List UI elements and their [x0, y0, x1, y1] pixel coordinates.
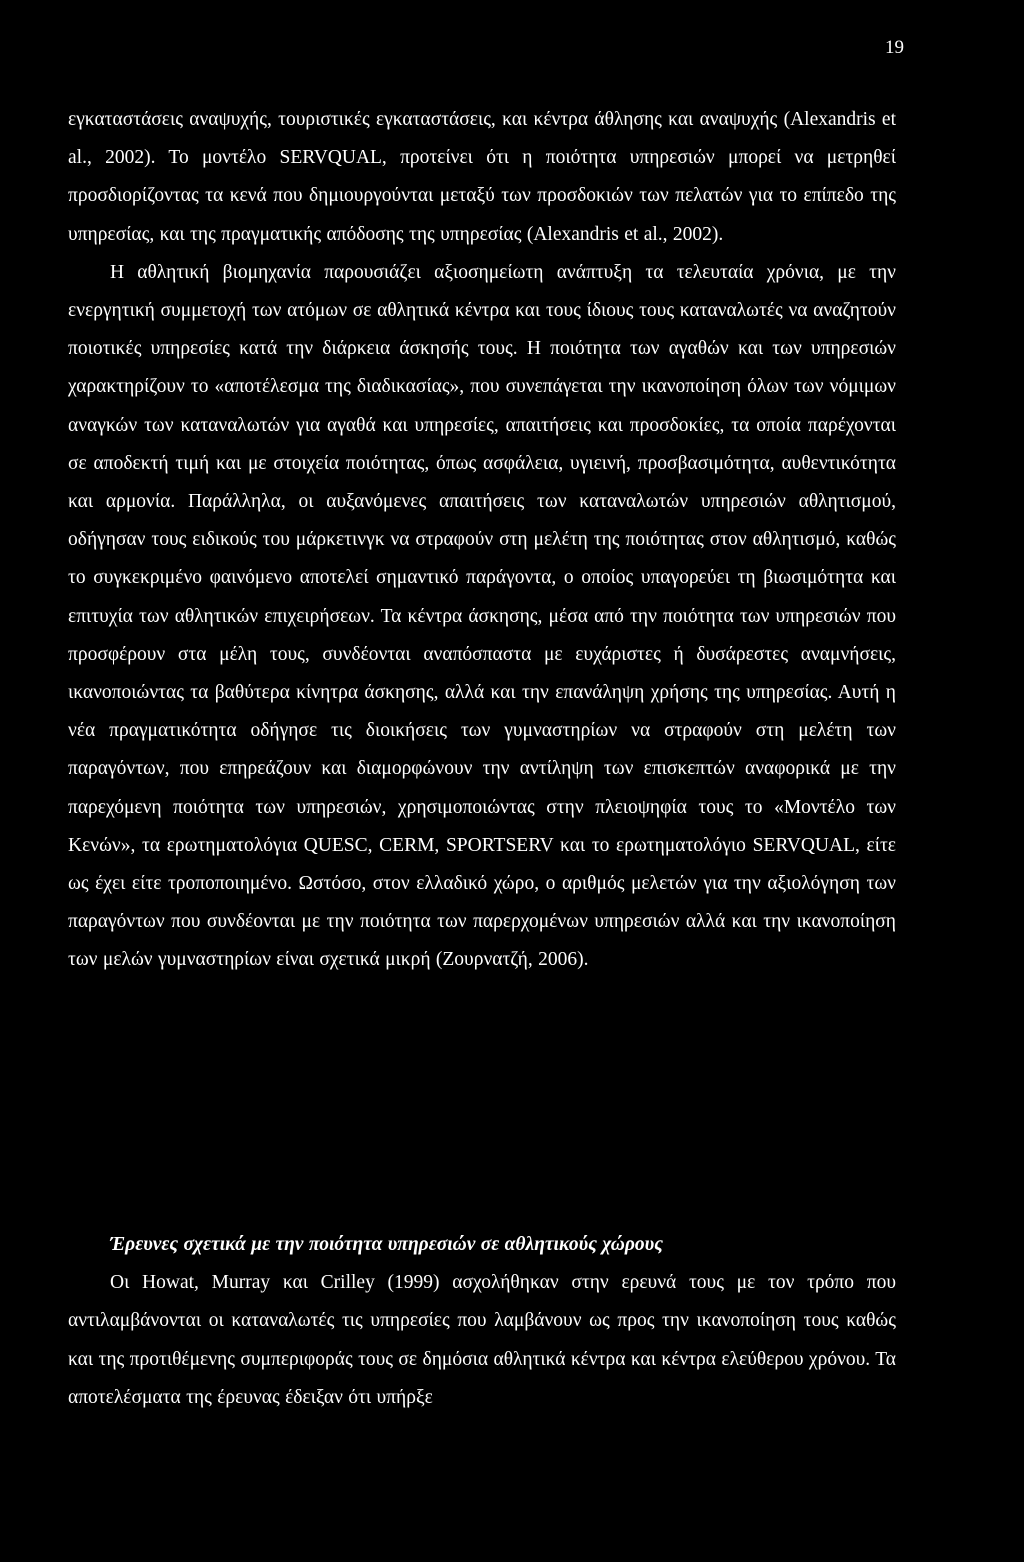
section-heading: Έρευνες σχετικά με την ποιότητα υπηρεσιών σε αθλητικούς χώρους: [110, 1234, 663, 1255]
page-number: 19: [885, 37, 904, 58]
paragraph-sports-industry: Η αθλητική βιομηχανία παρουσιάζει αξιοσημείωτη ανάπτυξη τα τελευταία χρόνια, με την ενεργητική συμμετοχή των ατόμων σε αθλητικά κέντρα και τους ίδιους τους καταναλωτές να αναζητούν ποιοτικές υπηρεσίες κατά την διάρκεια άσκησής τους. Η ποιότητα των αγαθών και των υπηρεσιών χαρακτηρίζουν το «αποτέλεσμα της διαδικασίας», που συνεπάγεται την ικανοποίηση όλων των νόμιμων αναγκών των καταναλωτών για αγαθά και υπηρεσίες, απαιτήσεις και προσδοκίες, τα οποία παρέχονται σε αποδεκτή τιμή και με στοιχεία ποιότητας, όπως ασφάλεια, υγιεινή, προσβασιμότητα, αυθεντικότητα και αρμονία. Παράλληλα, οι αυξανόμενες απαιτήσεις των καταναλωτών υπηρεσιών αθλητισμού, οδήγησαν τους ειδικούς του μάρκετινγκ να στραφούν στη μελέτη της ποιότητας στον αθλητισμό, καθώς το συγκεκριμένο φαινόμενο αποτελεί σημαντικό παράγοντα, ο οποίος υπαγορεύει τη βιωσιμότητα και επιτυχία των αθλητικών επιχειρήσεων. Τα κέντρα άσκησης, μέσα από την ποιότητα των υπηρεσιών που προσφέρουν στα μέλη τους, συνδέονται αναπόσπαστα με ευχάριστες ή δυσάρεστες αναμνήσεις, ικανοποιώντας τα βαθύτερα κίνητρα άσκησης, αλλά και την επανάληψη χρήσης της υπηρεσίας. Αυτή η νέα πραγματικότητα οδήγησε τις διοικήσεις των γυμναστηρίων να στραφούν στη μελέτη των παραγόντων, που επηρεάζουν και διαμορφώνουν την αντίληψη των επισκεπτών αναφορικά με την παρεχόμενη ποιότητα των υπηρεσιών, χρησιμοποιώντας στην πλειοψηφία τους το «Μοντέλο των Κενών», τα ερωτηματολόγια QUESC, CERM, SPORTSERV και το ερωτηματολόγιο SERVQUAL, είτε ως έχει είτε τροποποιημένο. Ωστόσο, στον ελλαδικό χώρο, ο αριθμός μελετών για την αξιολόγηση των παραγόντων που συνδέονται με την ποιότητα των παρερχομένων υπηρεσιών αλλά και την ικανοποίηση των μελών γυμναστηρίων είναι σχετικά μικρή (Ζουρνατζή, 2006).: [68, 261, 896, 971]
section: [68, 1226, 896, 1417]
main-text: [68, 101, 896, 980]
paragraph-howat-study: Οι Howat, Murray και Crilley (1999) ασχολήθηκαν στην ερευνά τους με τον τρόπο που αντιλαμβάνονται οι καταναλωτές τις υπηρεσίες που λαμβάνουν ως προς την ικανοποίηση τους καθώς και της προτιθέμενης συμπεριφοράς τους σε δημόσια αθλητικά κέντρα και κέντρα ελεύθερου χρόνου. Τα αποτελέσματα της έρευνας έδειξαν ότι υπήρξε: [68, 1272, 896, 1408]
paragraph-continued: εγκαταστάσεις αναψυχής, τουριστικές εγκαταστάσεις, και κέντρα άθλησης και αναψυχής (Alexandris et al., 2002). Το μοντέλο SERVQUAL, προτείνει ότι η ποιότητα υπηρεσιών μπορεί να μετρηθεί προσδιορίζοντας τα κενά που δημιουργούνται μεταξύ των προσδοκιών των πελατών για το επίπεδο της υπηρεσίας, και της πραγματικής απόδοσης της υπηρεσίας (Alexandris et al., 2002).: [68, 109, 896, 245]
